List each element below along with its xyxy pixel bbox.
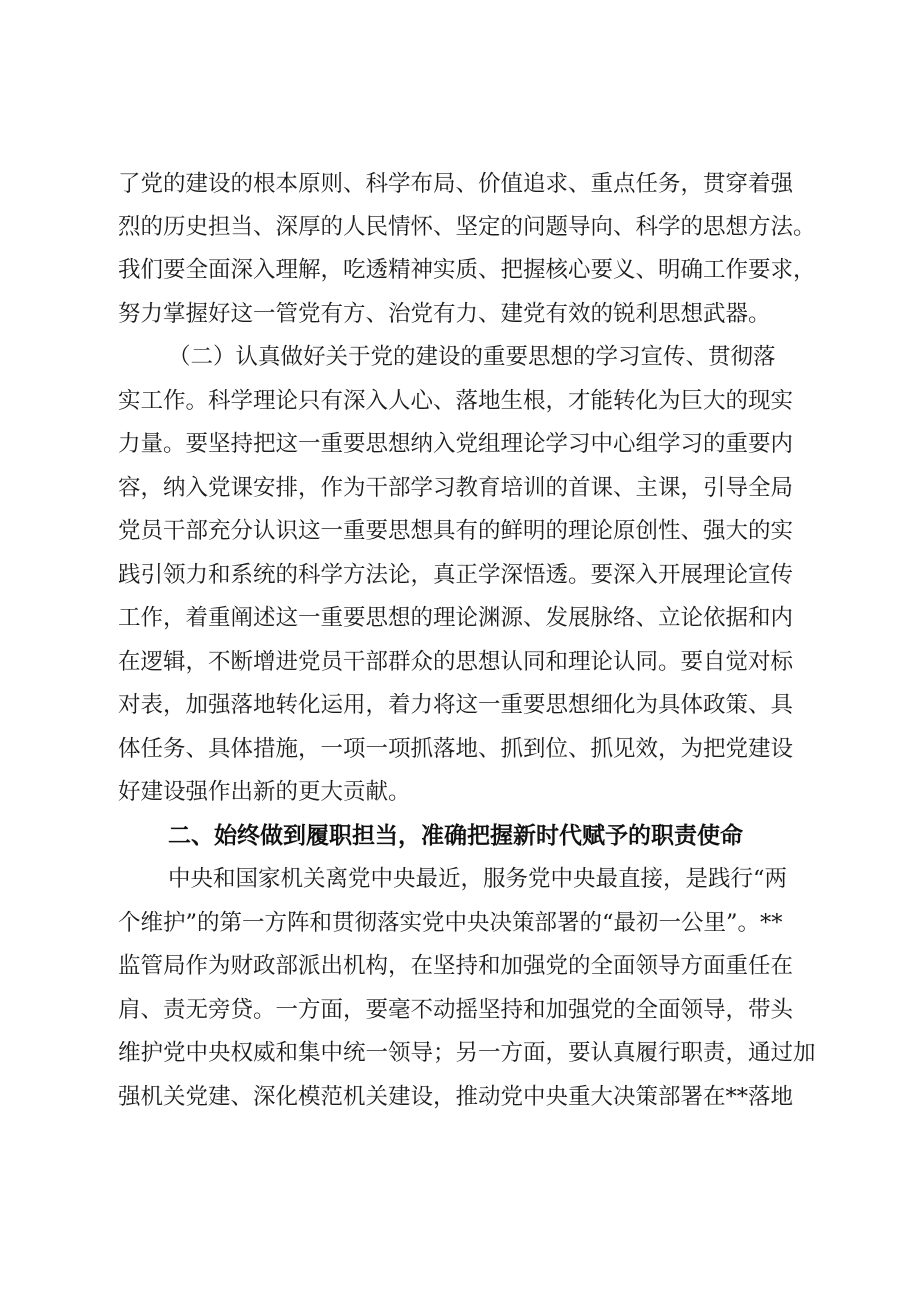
text-line-21: 维护党中央权威和集中统一领导；另一方面，要认真履行职责，通过加 <box>118 1040 816 1066</box>
text-line-22: 强机关党建、深化模范机关建设，推动党中央重大决策部署在**落地 <box>118 1084 794 1110</box>
text-line-18: 个维护”的第一方阵和贯彻落实党中央决策部署的“最初一公里”。** <box>118 910 783 936</box>
text-line-13: 对表，加强落地转化运用，着力将这一重要思想细化为具体政策、具 <box>118 692 794 718</box>
text-line-17: 中央和国家机关离党中央最近，服务党中央最直接，是践行“两 <box>168 866 788 892</box>
text-line-6: 实工作。科学理论只有深入人心、落地生根，才能转化为巨大的现实 <box>118 388 794 414</box>
text-line-2: 烈的历史担当、深厚的人民情怀、坚定的问题导向、科学的思想方法。 <box>118 214 816 240</box>
subsection-heading-line: （二）认真做好关于党的建设的重要思想的学习宣传、贯彻落 <box>168 344 776 370</box>
text-line-10: 践引领力和系统的科学方法论，真正学深悟透。要深入开展理论宣传 <box>118 562 794 588</box>
text-line-20: 肩、责无旁贷。一方面，要毫不动摇坚持和加强党的全面领导，带头 <box>118 997 794 1023</box>
text-line-8: 容，纳入党课安排，作为干部学习教育培训的首课、主课，引导全局 <box>118 475 794 501</box>
text-line-4: 努力掌握好这一管党有方、治党有力、建党有效的锐利思想武器。 <box>118 301 771 327</box>
text-line-7: 力量。要坚持把这一重要思想纳入党组理论学习中心组学习的重要内 <box>118 431 794 457</box>
text-line-11: 工作，着重阐述这一重要思想的理论渊源、发展脉络、立论依据和内 <box>118 605 794 631</box>
text-line-9: 党员干部充分认识这一重要思想具有的鲜明的理论原创性、强大的实 <box>118 518 794 544</box>
text-line-3: 我们要全面深入理解，吃透精神实质、把握核心要义、明确工作要求， <box>118 257 816 283</box>
text-line-12: 在逻辑，不断增进党员干部群众的思想认同和理论认同。要自觉对标 <box>118 649 794 675</box>
section-heading: 二、始终做到履职担当，准确把握新时代赋予的职责使命 <box>168 823 743 849</box>
text-line-19: 监管局作为财政部派出机构，在坚持和加强党的全面领导方面重任在 <box>118 953 794 979</box>
text-line-14: 体任务、具体措施，一项一项抓落地、抓到位、抓见效，为把党建设 <box>118 736 794 762</box>
text-line-15: 好建设强作出新的更大贡献。 <box>118 779 411 805</box>
text-line-1: 了党的建设的根本原则、科学布局、价值追求、重点任务，贯穿着强 <box>118 171 794 197</box>
